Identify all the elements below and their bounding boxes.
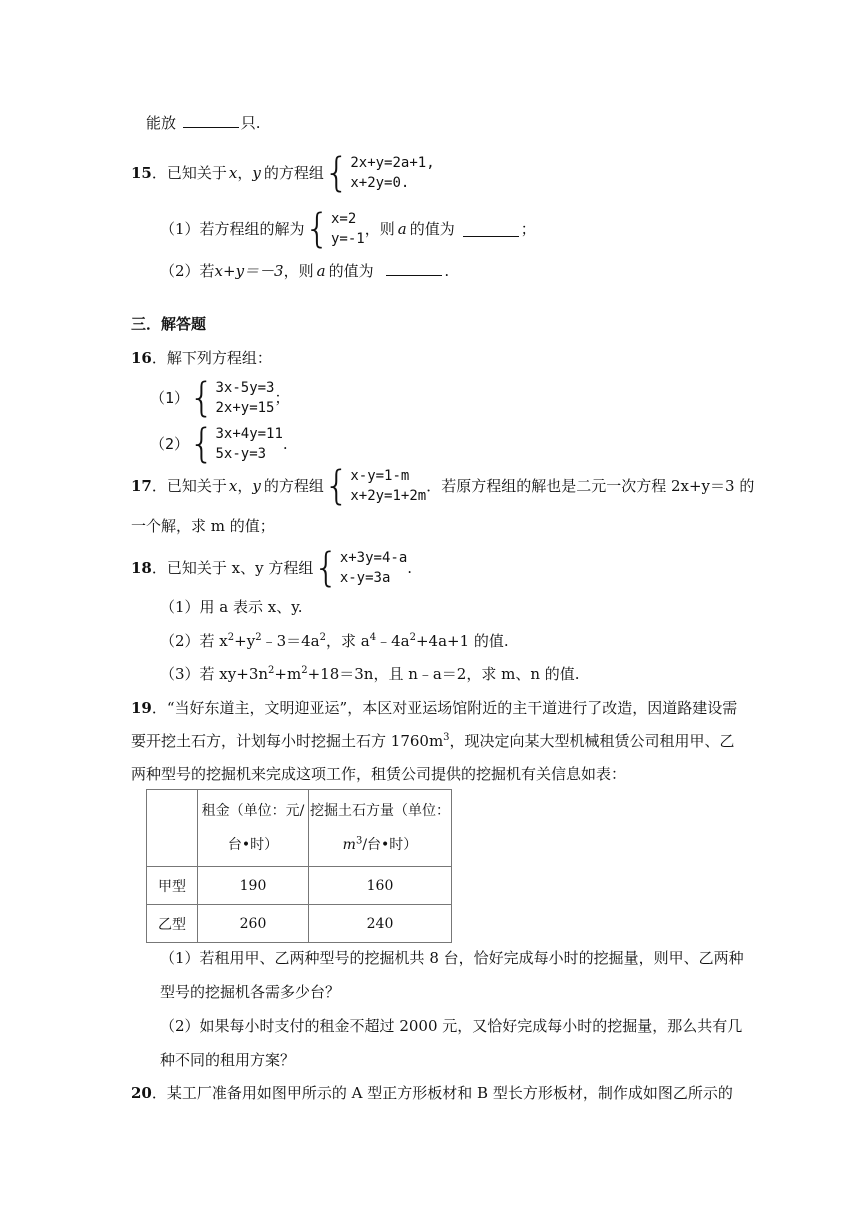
brace-icon: { [304, 206, 330, 252]
q15-part1: （1）若方程组的解为 { x=2 y=-1 ，则 a 的值为 ； [160, 206, 536, 252]
brace-icon: { [189, 375, 215, 421]
q19-part1-line1: （1）若租用甲、乙两种型号的挖掘机共 8 台，恰好完成每小时的挖掘量，则甲、乙两种 [160, 949, 744, 967]
excavator-table [146, 789, 452, 943]
q17-line2: 一个解，求 m 的值； [131, 517, 275, 535]
brace-icon: { [313, 545, 339, 591]
q16-system-2: （2） { 3x+4y=11 5x-y=3 . [150, 421, 288, 467]
q19-part2-line1: （2）如果每小时支付的租金不超过 2000 元，又恰好完成每小时的挖掘量，那么共有几 [160, 1017, 743, 1035]
q19-part2-line2: 种不同的租用方案？ [160, 1051, 296, 1069]
equation-system: { 2x+y=2a+1, x+2y=0. [323, 150, 435, 196]
amount-header: 挖掘土石方量（单位： $m^3/$台•时） [309, 790, 452, 867]
table-corner-cell [147, 790, 198, 867]
question-17: 17 ． 已知关于 x ， y 的方程组 { x-y=1-m x+2y=1+2m ．若原方程组的解也是二元一次方程 2x+y＝3 的 [131, 463, 755, 509]
q18-part1: （1）用 a 表示 x、y. [160, 598, 303, 616]
question-19: 19．“当好东道主，文明迎亚运”，本区对亚运场馆附近的主干道进行了改造，因道路建设需 [131, 699, 738, 717]
brace-icon: { [189, 421, 215, 467]
rent-header: 租金（单位：元/ 台•时） [198, 790, 309, 867]
table-row: 乙型 260 240 [147, 905, 452, 943]
question-15: 15 ． 已知关于 x ， y 的方程组 { 2x+y=2a+1, x+2y=0. [131, 150, 435, 196]
q16-system-1: （1） { 3x-5y=3 2x+y=15 ； [150, 375, 290, 421]
section-title: 三．解答题 [131, 315, 207, 333]
answer-blank [386, 261, 442, 276]
q18-part3: （3）若 $xy+3n^2+m^2+18=3n$，且 n﹣a＝2，求 m、n 的值. [160, 665, 580, 683]
q14-tail: 能放 只. [146, 114, 261, 132]
q18-part2: （2）若 $x^2+y^2﹣3=4a^2$，求 $a^4﹣4a^2+4a+1$ 的值. [160, 632, 509, 650]
q19-part1-line2: 型号的挖掘机各需多少台？ [160, 983, 341, 1001]
brace-icon: { [323, 150, 350, 196]
table-header-row [147, 790, 452, 867]
q15-part2: （2）若x+y＝－3，则 a 的值为 . [160, 262, 450, 280]
brace-icon: { [323, 463, 350, 509]
answer-blank [183, 113, 239, 128]
q19-line3: 两种型号的挖掘机来完成这项工作，租赁公司提供的挖掘机有关信息如表： [131, 765, 627, 783]
table-row: 甲型 190 160 [147, 867, 452, 905]
question-20: 20．某工厂准备用如图甲所示的 A 型正方形板材和 B 型长方形板材，制作成如图乙所示的 [131, 1084, 733, 1102]
equation-system: { x=2 y=-1 [304, 206, 365, 252]
question-16: 16．解下列方程组： [131, 349, 272, 367]
question-18: 18 ． 已知关于 x、y 方程组 { x+3y=4-a x-y=3a . [131, 545, 413, 591]
answer-blank [463, 222, 519, 237]
q19-line2: 要开挖土石方，计划每小时挖掘土石方 $1760m^3$，现决定向某大型机械租赁公司租用甲、乙 [131, 732, 735, 750]
